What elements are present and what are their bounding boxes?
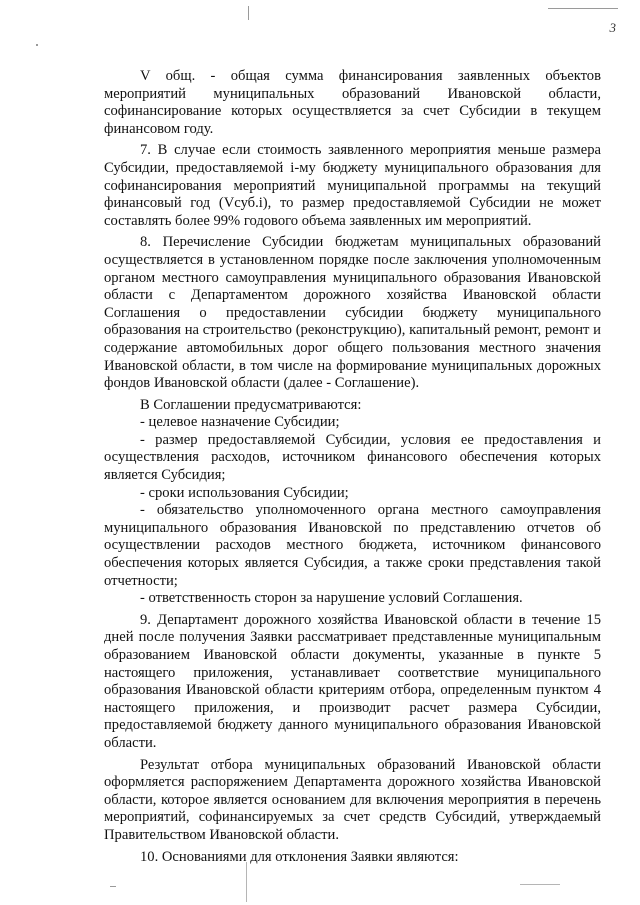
paragraph-v-total: V общ. - общая сумма финансирования заявленных объектов мероприятий муниципальных образований Ивановской области, софинансирование которых осуществляется за счет Субсидии в текущем финансовом году. [104, 68, 601, 137]
scan-artifact [246, 862, 247, 902]
scan-artifact [548, 8, 618, 9]
scan-artifact [36, 44, 38, 46]
list-item-reporting: - обязательство уполномоченного органа местного самоуправления муниципального образования Ивановской по представлению отчетов об осуществлении расходов местного бюджета, источником финансового обеспечения которых является Субсидия, а также сроки представления такой отчетности; [104, 502, 601, 589]
paragraph-7: 7. В случае если стоимость заявленного мероприятия меньше размера Субсидии, предоставляемой i-му бюджету муниципального образования для софинансирования мероприятий муниципальной программы на текущий финансовый год (Vсуб.i), то размер предоставляемой Субсидии не может составлять более 99% годового объема заявленных им мероприятий. [104, 142, 601, 229]
list-item-amount: - размер предоставляемой Субсидии, условия ее предоставления и осуществления расходов, источником финансового обеспечения которых является Субсидия; [104, 431, 601, 484]
page-number: 3 [609, 20, 616, 35]
scan-artifact [520, 884, 560, 885]
scan-artifact [110, 886, 116, 887]
list-item-purpose: - целевое назначение Субсидии; [140, 414, 340, 431]
document-body [104, 68, 601, 866]
agreement-provisions-heading: В Соглашении предусматриваются: [140, 396, 362, 413]
selection-result-paragraph: Результат отбора муниципальных образований Ивановской области оформляется распоряжением Департамента дорожного хозяйства Ивановской области, которое является основанием для включения мероприятия в перечень мероприятий, софинансируемых за счет средств Субсидий, утверждаемый Правительством Ивановской области. [104, 756, 601, 843]
paragraph-9: 9. Департамент дорожного хозяйства Ивановской области в течение 15 дней после получения Заявки рассматривает представленные муниципальным образованием Ивановской области документы, указанные в пункте 5 настоящего приложения, устанавливает соответствие муниципального образования Ивановской области критериям отбора, определенным пунктом 4 настоящего приложения, и производит расчет размера Субсидии, предоставляемой бюджету данного муниципального образования Ивановской области. [104, 611, 601, 751]
list-item-terms: - сроки использования Субсидии; [140, 484, 349, 501]
paragraph-10: 10. Основаниями для отклонения Заявки являются: [140, 848, 459, 865]
scan-artifact [248, 6, 249, 20]
paragraph-8: 8. Перечисление Субсидии бюджетам муниципальных образований осуществляется в установленном порядке после заключения уполномоченным органом местного самоуправления муниципального образования Ивановской области с Департаментом дорожного хозяйства Ивановской области Соглашения о предоставлении субсидии бюджету муниципального образования на строительство (реконструкцию), капитальный ремонт, ремонт и содержание автомобильных дорог общего пользования местного значения Ивановской области, в том числе на формирование муниципальных дорожных фондов Ивановской области (далее - Соглашение). [104, 234, 601, 392]
list-item-liability: - ответственность сторон за нарушение условий Соглашения. [140, 590, 523, 607]
